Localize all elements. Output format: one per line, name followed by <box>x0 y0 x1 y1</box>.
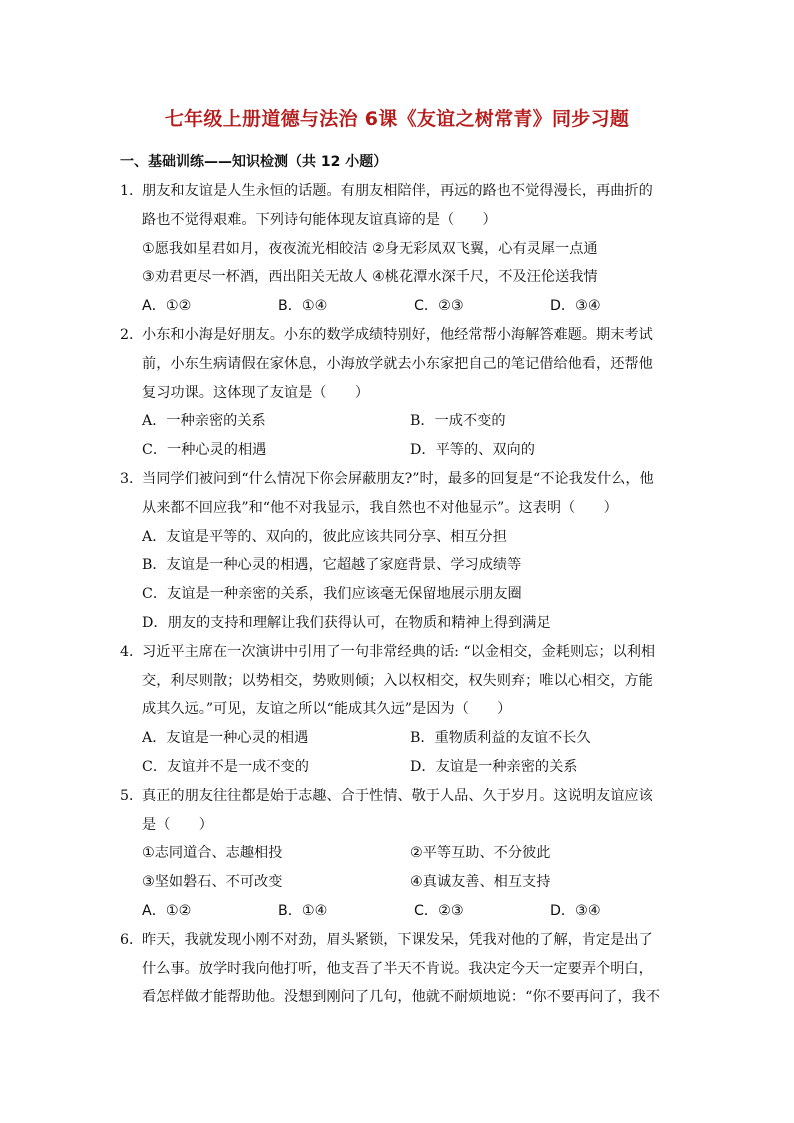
question-text: 昨天，我就发现小刚不对劲，眉头紧锁，下课发呆，凭我对他的了解，肯定是出了 <box>142 931 653 948</box>
option-d[interactable]: D．③④ <box>550 902 601 919</box>
question-number: 5． <box>120 787 144 804</box>
option-b[interactable]: B．友谊是一种心灵的相遇，它超越了家庭背景、学习成绩等 <box>142 557 522 574</box>
question-text: 是（ ） <box>142 816 213 833</box>
option-b[interactable]: B．一成不变的 <box>410 413 506 430</box>
question-list <box>120 177 680 1012</box>
statement: ③坚如磐石、不可改变 <box>142 874 283 891</box>
statement: ④真诚友善、相互支持 <box>410 874 551 891</box>
option-b[interactable]: B．①④ <box>278 298 328 315</box>
option-c[interactable]: C．②③ <box>414 902 464 919</box>
statement-row <box>120 868 680 897</box>
page-title: 七年级上册道德与法治 6课《友谊之树常青》同步习题 <box>164 108 630 130</box>
question-text: 真正的朋友往往都是始于志趣、合于性情、敬于人品、久于岁月。这说明友谊应该 <box>142 787 653 804</box>
option-c[interactable]: C．一种心灵的相遇 <box>142 442 267 459</box>
question-text: 交，利尽则散；以势相交，势败则倾；入以权相交，权失则弃；唯以心相交，方能 <box>142 672 653 689</box>
question-number: 1． <box>120 183 144 199</box>
question-number: 6． <box>120 931 144 948</box>
section-heading: 一、基础训练——知识检测（共 12 小题） <box>120 154 388 170</box>
question-number: 2． <box>120 326 144 343</box>
question-text: 复习功课。这体现了友谊是（ ） <box>142 384 370 401</box>
question-number: 4． <box>120 643 144 660</box>
question-text: 习近平主席在一次演讲中引用了一句非常经典的话: “以金相交，金耗则忘；以利相 <box>142 643 656 660</box>
question-1 <box>120 177 680 321</box>
option-a[interactable]: A．①② <box>142 902 192 919</box>
question-text: 什么事。放学时我向他打听，他支吾了半天不肯说。我决定今天一定要弄个明白， <box>142 960 653 977</box>
answer-options <box>120 436 680 465</box>
option-a[interactable]: A．一种亲密的关系 <box>142 413 266 430</box>
question-text: 路也不觉得艰难。下列诗句能体现友谊真谛的是（ ） <box>142 211 497 228</box>
question-text: 小东和小海是好朋友。小东的数学成绩特别好，他经常帮小海解答难题。期末考试 <box>142 326 653 343</box>
option-d[interactable]: D．友谊是一种亲密的关系 <box>410 758 578 775</box>
question-text: 朋友和友谊是人生永恒的话题。有朋友相陪伴，再远的路也不觉得漫长，再曲折的 <box>142 183 653 199</box>
question-number: 3． <box>120 470 144 487</box>
option-d[interactable]: D．③④ <box>550 298 601 315</box>
answer-options <box>120 724 680 753</box>
question-5 <box>120 782 680 926</box>
statement: ①志同道合、志趣相投 <box>142 845 283 862</box>
option-c[interactable]: C．友谊是一种亲密的关系，我们应该毫无保留地展示朋友圈 <box>142 586 522 603</box>
option-b[interactable]: B．①④ <box>278 902 328 919</box>
statement: ①愿我如星君如月，夜夜流光相皎洁 ②身无彩凤双飞翼，心有灵犀一点通 <box>142 240 598 257</box>
answer-options <box>120 292 680 321</box>
option-d[interactable]: D．平等的、双向的 <box>410 442 535 459</box>
question-text: 当同学们被问到“什么情况下你会屏蔽朋友?”时，最多的回复是“不论我发什么，他 <box>142 470 654 487</box>
option-a[interactable]: A．①② <box>142 298 192 315</box>
question-2 <box>120 321 680 465</box>
answer-options <box>120 897 680 926</box>
statement: ③劝君更尽一杯酒，西出阳关无故人 ④桃花潭水深千尺，不及汪伦送我情 <box>142 269 598 286</box>
question-3 <box>120 465 680 638</box>
option-d[interactable]: D．朋友的支持和理解让我们获得认可，在物质和精神上得到满足 <box>142 614 551 631</box>
question-text: 前，小东生病请假在家休息，小海放学就去小东家把自己的笔记借给他看，还帮他 <box>142 355 653 372</box>
option-c[interactable]: C．②③ <box>414 298 464 315</box>
question-text: 看怎样做才能帮助他。没想到刚问了几句，他就不耐烦地说：“你不要再问了，我不 <box>142 989 661 1006</box>
answer-options <box>120 753 680 782</box>
option-a[interactable]: A．友谊是一种心灵的相遇 <box>142 730 309 747</box>
statement: ②平等互助、不分彼此 <box>410 845 551 862</box>
question-text: 成其久远。”可见，友谊之所以“能成其久远”是因为（ ） <box>142 701 512 718</box>
question-text: 从来都不回应我”和“他不对我显示，我自然也不对他显示”。这表明（ ） <box>142 499 618 516</box>
question-4 <box>120 638 680 782</box>
question-6 <box>120 926 680 1012</box>
option-a[interactable]: A．友谊是平等的、双向的，彼此应该共同分享、相互分担 <box>142 528 507 545</box>
statement-row <box>120 839 680 868</box>
option-c[interactable]: C．友谊并不是一成不变的 <box>142 758 309 775</box>
option-b[interactable]: B．重物质利益的友谊不长久 <box>410 730 591 747</box>
answer-options <box>120 407 680 436</box>
